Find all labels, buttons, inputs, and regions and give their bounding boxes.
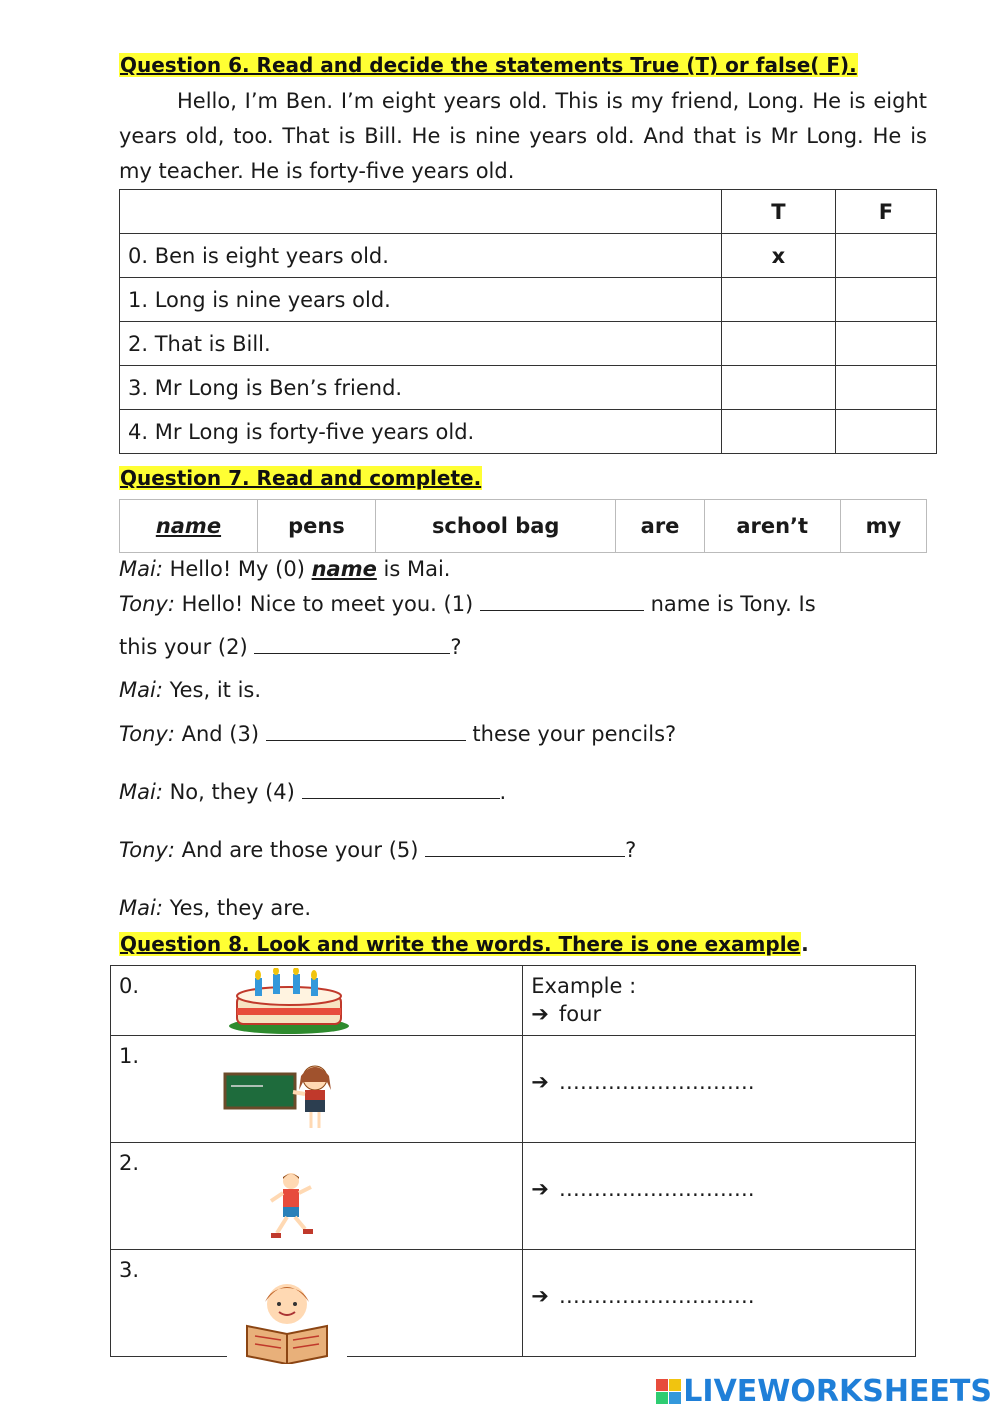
- statement: 4. Mr Long is forty-five years old.: [120, 410, 722, 454]
- question-6-heading: Question 6. Read and decide the statements True (T) or false( F).: [120, 53, 857, 77]
- true-cell[interactable]: [722, 410, 836, 454]
- dialogue-line: Mai: Yes, it is.: [119, 678, 262, 702]
- table-row: [120, 410, 937, 454]
- word-bank-item: name: [120, 500, 258, 553]
- dialogue-line: Tony: And (3) these your pencils?: [119, 722, 677, 746]
- word-bank-item: my: [840, 500, 926, 553]
- item-number: 1.: [119, 1044, 140, 1068]
- table-header-row: [120, 190, 937, 234]
- dialogue-line: Tony: And are those your (5) ?: [119, 838, 637, 862]
- statement: 1. Long is nine years old.: [120, 278, 722, 322]
- dialogue-line: this your (2) ?: [119, 635, 462, 659]
- teacher-icon: [223, 1062, 343, 1132]
- answer-dots[interactable]: ……………………….: [558, 1177, 755, 1201]
- table-row: [120, 322, 937, 366]
- item-number: 2.: [119, 1151, 140, 1175]
- answer-blank-4[interactable]: [302, 780, 500, 799]
- look-and-write-table: [110, 965, 916, 1357]
- answer-blank-2[interactable]: [254, 635, 450, 654]
- answer-blank-1[interactable]: [480, 592, 644, 611]
- dialogue-line: Mai: Hello! My (0) name is Mai.: [119, 557, 451, 581]
- true-cell[interactable]: [722, 278, 836, 322]
- table-row: [120, 366, 937, 410]
- word-bank-item: are: [616, 500, 704, 553]
- answer-dots[interactable]: ……………………….: [558, 1070, 755, 1094]
- item-number: 0.: [119, 974, 140, 998]
- statement: 3. Mr Long is Ben’s friend.: [120, 366, 722, 410]
- running-boy-icon: [261, 1171, 321, 1243]
- dialogue-line: Mai: Yes, they are.: [119, 896, 312, 920]
- word-bank-item: pens: [257, 500, 375, 553]
- reading-passage: Hello, I’m Ben. I’m eight years old. This is my friend, Long. He is eight years old, too. That is Bill. He is nine years old. And that is Mr Long. He is my teacher. He is forty-five years old.: [119, 89, 927, 183]
- statement: 0. Ben is eight years old.: [120, 234, 722, 278]
- false-cell[interactable]: [835, 322, 936, 366]
- false-cell[interactable]: [835, 410, 936, 454]
- item-number: 3.: [119, 1258, 140, 1282]
- arrow-icon: ➔: [531, 1177, 549, 1201]
- true-cell[interactable]: [722, 322, 836, 366]
- question-7-heading: Question 7. Read and complete.: [120, 466, 482, 490]
- example-label: Example :: [531, 974, 637, 998]
- table-row: [111, 966, 916, 1036]
- dialogue-line: Mai: No, they (4) .: [119, 780, 507, 804]
- col-false-header: F: [835, 190, 936, 234]
- col-true-header: T: [722, 190, 836, 234]
- answer-blank-5[interactable]: [425, 838, 625, 857]
- arrow-icon: ➔: [531, 1002, 549, 1026]
- answer-dots[interactable]: ……………………….: [558, 1284, 755, 1308]
- true-cell[interactable]: [722, 366, 836, 410]
- table-row: [120, 234, 937, 278]
- true-cell[interactable]: x: [722, 234, 836, 278]
- table-row: [111, 1143, 916, 1250]
- false-cell[interactable]: [835, 366, 936, 410]
- word-bank-item: school bag: [375, 500, 615, 553]
- statement: 2. That is Bill.: [120, 322, 722, 366]
- false-cell[interactable]: [835, 278, 936, 322]
- liveworksheets-logo: LIVEWORKSHEETS: [656, 1374, 992, 1409]
- table-row: [120, 278, 937, 322]
- question-8-heading: Question 8. Look and write the words. There is one example.: [120, 932, 809, 956]
- answer-blank-3[interactable]: [266, 722, 466, 741]
- table-row: [111, 1250, 916, 1357]
- example-answer: four: [558, 1002, 602, 1026]
- reading-boy-icon: [227, 1278, 347, 1364]
- arrow-icon: ➔: [531, 1070, 549, 1094]
- birthday-cake-icon: [227, 968, 351, 1036]
- arrow-icon: ➔: [531, 1284, 549, 1308]
- true-false-table: [119, 189, 937, 454]
- dialogue-line: Tony: Hello! Nice to meet you. (1) name is Tony. Is: [119, 592, 816, 616]
- false-cell[interactable]: [835, 234, 936, 278]
- logo-badge-icon: [656, 1379, 681, 1404]
- word-bank-item: aren’t: [704, 500, 840, 553]
- word-bank: [119, 499, 927, 553]
- table-row: [111, 1036, 916, 1143]
